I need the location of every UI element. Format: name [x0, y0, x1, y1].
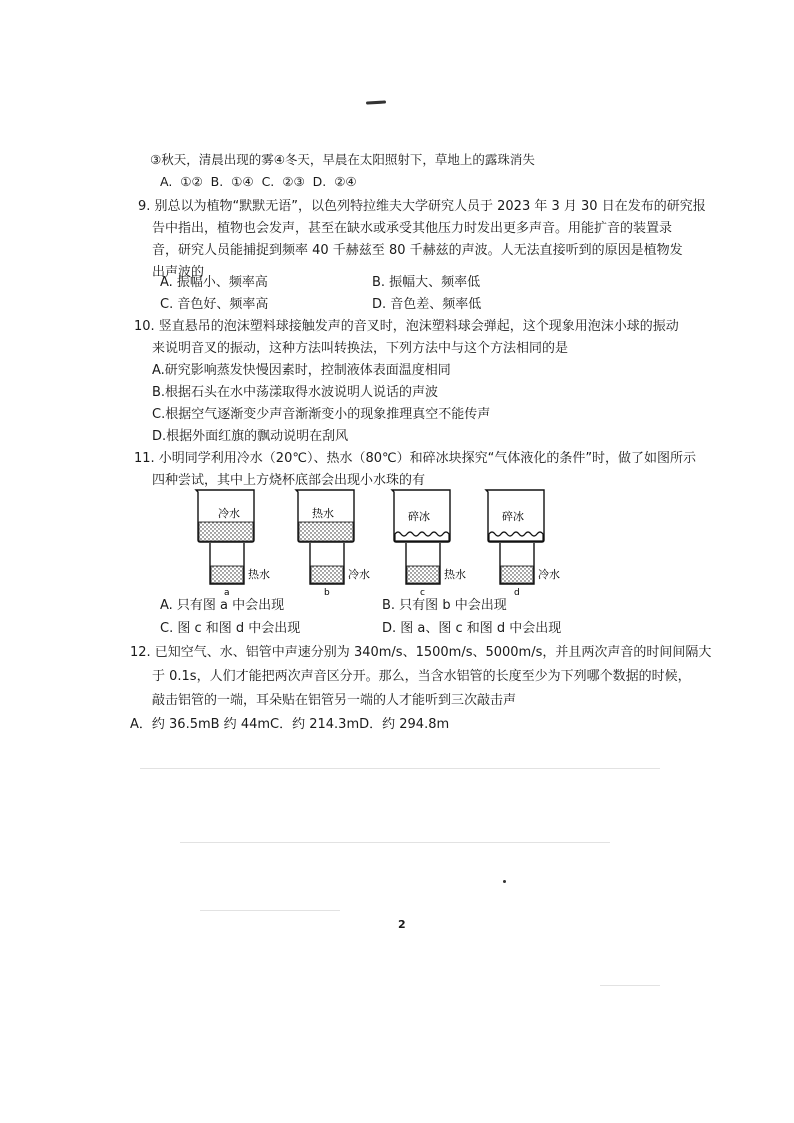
q9-option-b: B. 振幅大、频率低	[372, 275, 481, 290]
figure-b-side-label: 冷水	[348, 568, 370, 581]
q11-stem-line-1: 11. 小明同学利用冷水（20℃）、热水（80℃）和碎冰块探究“气体液化的条件”时，做了如图所示	[134, 451, 697, 466]
figure-b-upper-liquid	[299, 522, 353, 541]
figure-d	[486, 490, 560, 598]
figure-b-letter: b	[324, 588, 330, 598]
scan-shadow-line	[140, 768, 660, 769]
q10-option-a: A.研究影响蒸发快慢因素时，控制液体表面温度相同	[152, 363, 451, 378]
q9-stem-line-3: 音，研究人员能捕捉到频率 40 千赫兹至 80 千赫兹的声波。人无法直接听到的原因是植物发	[152, 243, 683, 258]
q8-option-line-1: ③秋天，清晨出现的雾④冬天，早晨在太阳照射下，草地上的露珠消失	[150, 152, 535, 167]
figure-a-lower-liquid	[211, 566, 243, 583]
figure-a-top-label: 冷水	[218, 507, 240, 520]
figure-c-side-label: 热水	[444, 568, 466, 581]
q12-stem-line-1: 12. 已知空气、水、铝管中声速分别为 340m/s、1500m/s、5000m/s，并且两次声音的时间间隔大	[130, 645, 712, 660]
q9-option-c: C. 音色好、频率高	[160, 297, 269, 312]
q10-stem-line-2: 来说明音叉的振动，这种方法叫转换法，下列方法中与这个方法相同的是	[152, 341, 569, 356]
q10-option-c: C.根据空气逐渐变少声音渐渐变小的现象推理真空不能传声	[152, 407, 491, 422]
q11-option-a: A. 只有图 a 中会出现	[160, 598, 285, 613]
q11-option-b: B. 只有图 b 中会出现	[382, 598, 507, 613]
scan-shadow-line	[180, 842, 610, 843]
figure-d-ice	[489, 532, 543, 541]
figure-c-lower-liquid	[407, 566, 439, 583]
q9-option-a: A. 振幅小、频率高	[160, 275, 268, 290]
q12-stem-line-2: 于 0.1s，人们才能把两次声音区分开。那么，当含水铝管的长度至少为下列哪个数据的时候，	[152, 669, 691, 684]
figure-b-lower-liquid	[311, 566, 343, 583]
scan-shadow-line	[200, 910, 340, 911]
q9-stem-line-1: 9. 别总以为植物“默默无语”，以色列特拉维夫大学研究人员于 2023 年 3 月 30 日在发布的研究报	[138, 199, 706, 214]
figure-a-upper-liquid	[199, 522, 253, 541]
scan-speck	[503, 880, 506, 883]
figure-d-letter: d	[514, 588, 520, 598]
figure-c	[392, 490, 466, 598]
figure-d-side-label: 冷水	[538, 568, 560, 581]
q10-option-b: B.根据石头在水中荡漾取得水波说明人说话的声波	[152, 385, 439, 400]
q9-option-d: D. 音色差、频率低	[372, 297, 482, 312]
q8-answer-options: A. ①② B. ①④ C. ②③ D. ②④	[160, 174, 357, 189]
q9-stem-line-4: 出声波的	[152, 265, 205, 280]
figure-d-lower-liquid	[501, 566, 533, 583]
figure-c-top-label: 碎冰	[408, 510, 430, 523]
q11-figure	[190, 488, 610, 598]
page-number: 2	[398, 918, 406, 931]
figure-c-letter: c	[420, 588, 425, 598]
figure-a-letter: a	[224, 588, 230, 598]
figure-c-ice	[395, 532, 449, 541]
figure-a-side-label: 热水	[248, 568, 270, 581]
q9-stem-line-2: 告中指出，植物也会发声，甚至在缺水或承受其他压力时发出更多声音。用能扩音的装置录	[152, 221, 673, 236]
q11-stem-line-2: 四种尝试，其中上方烧杯底部会出现小水珠的有	[152, 473, 426, 488]
scan-shadow-line	[600, 985, 660, 986]
q12-stem-line-3: 敲击铝管的一端，耳朵贴在铝管另一端的人才能听到三次敲击声	[152, 693, 517, 708]
figure-b-top-label: 热水	[312, 507, 334, 520]
q10-option-d: D.根据外面红旗的飘动说明在刮风	[152, 429, 349, 444]
q10-stem-line-1: 10. 竖直悬吊的泡沫塑料球接触发声的音叉时，泡沫塑料球会弹起，这个现象用泡沫小球的振动	[134, 319, 679, 334]
figure-a	[196, 490, 270, 598]
figure-b	[296, 490, 370, 598]
q11-option-c: C. 图 c 和图 d 中会出现	[160, 621, 301, 636]
q12-options: A．约 36.5mB 约 44mC．约 214.3mD．约 294.8m	[130, 717, 450, 732]
q11-option-d: D. 图 a、图 c 和图 d 中会出现	[382, 621, 562, 636]
scan-mark	[366, 100, 386, 104]
figure-d-top-label: 碎冰	[502, 510, 524, 523]
